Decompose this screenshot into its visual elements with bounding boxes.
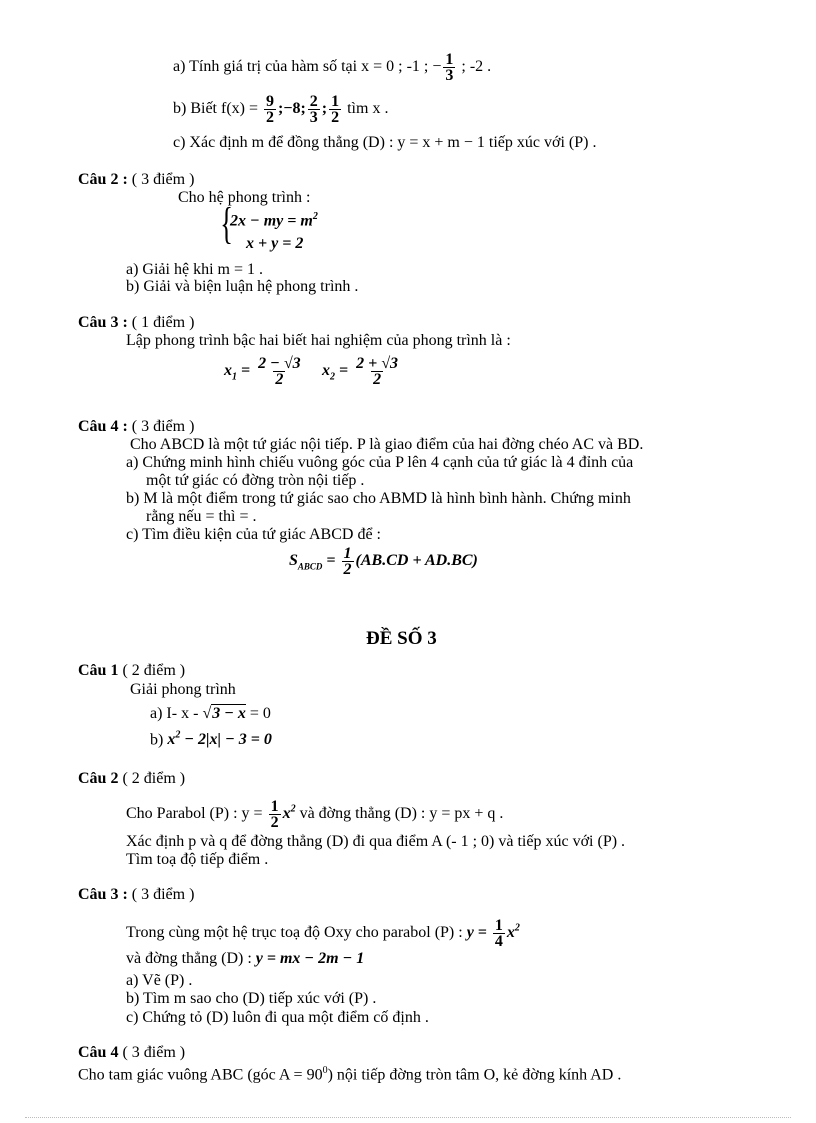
item-3b-b: b) Tìm m sao cho (D) tiếp xúc với (P) .	[126, 990, 377, 1007]
item-1a: a) Tính giá trị của hàm số tại x = 0 ; -1 ; − $\frac{1}{3}$ ; -2 .	[173, 51, 492, 84]
item-2b-line3: Tìm toạ độ tiếp điểm .	[126, 851, 269, 868]
parabol-line: Cho Parabol (P) : y = $\frac{1}{2}$ $x^2$ và đờng thẳng (D) : y = px + q .	[126, 798, 504, 831]
question-heading: Câu 3 : ( 1 điểm )	[78, 314, 195, 331]
item-2a: a) Giải hệ khi m = 1 .	[126, 261, 263, 278]
item-4a-line2: một tứ giác có đờng tròn nội tiếp .	[146, 472, 365, 489]
question-intro: Cho ABCD là một tứ giác nội tiếp. P là giao điểm của hai đờng chéo AC và BD.	[130, 436, 644, 453]
question-intro: Cho hệ phong trình :	[178, 189, 311, 206]
item-2b-line2: Xác định p và q để đờng thẳng (D) đi qua điểm A (- 1 ; 0) và tiếp xúc với (P) .	[126, 833, 626, 850]
question-heading: Câu 1 ( 2 điểm )	[78, 662, 186, 679]
system-brace: {	[220, 199, 233, 248]
question-intro: Lập phong trình bậc hai biết hai nghiệm của phong trình là :	[126, 332, 511, 349]
question-intro: Giải phong trình	[130, 681, 236, 698]
item-4b-line1: b) M là một điểm trong tứ giác sao cho ABMD là hình bình hành. Chứng minh	[126, 490, 631, 507]
section-title: ĐỀ SỐ 3	[366, 628, 437, 649]
item-2b: b) Giải và biện luận hệ phong trình .	[126, 278, 359, 295]
question-heading: Câu 3 : ( 3 điểm )	[78, 886, 195, 903]
root-x1: $x_1$ = $\frac{2 - √3}{2}$	[224, 355, 301, 388]
system-eq2: x + y = 2	[246, 235, 304, 252]
item-4a-line1: a) Chứng minh hình chiếu vuông góc của P lên 4 cạnh của tứ giác là 4 đỉnh của	[126, 454, 634, 471]
item-4b-intro: Cho tam giác vuông ABC (góc $A = 90^0$) nội tiếp đờng tròn tâm O, kẻ đờng kính AD .	[78, 1065, 622, 1084]
line-d: và đờng thẳng (D) : y = mx − 2m − 1	[126, 950, 365, 967]
page-bottom-divider	[25, 1117, 791, 1118]
question-heading: Câu 2 : ( 3 điểm )	[78, 171, 195, 188]
item-4c: c) Tìm điều kiện của tứ giác ABCD để :	[126, 526, 381, 543]
item-1b-eq: b) $x^2 - 2|x| - 3 = 0$	[150, 730, 272, 749]
item-4b-line2: rằng nếu = thì = .	[146, 508, 257, 525]
question-heading: Câu 4 ( 3 điểm )	[78, 1044, 186, 1061]
question-heading: Câu 4 : ( 3 điểm )	[78, 418, 195, 435]
item-1b: b) Biết f(x) = $\frac{9}{2}$ ;−8; $\frac{2}{3}$ ; $\frac{1}{2}$ tìm x .	[173, 93, 389, 126]
item-1a-eq: a) I- x - √3 − x = 0	[150, 705, 271, 722]
item-3b-a: a) Vẽ (P) .	[126, 972, 193, 989]
question-heading: Câu 2 ( 2 điểm )	[78, 770, 186, 787]
area-formula: $S_{ABCD}$ = $\frac{1}{2}$ (AB.CD + AD.BC)	[289, 545, 478, 578]
parabol-3-line: Trong cùng một hệ trục toạ độ Oxy cho parabol (P) : y = $\frac{1}{4}$ $x^2$	[126, 917, 520, 950]
item-3b-c: c) Chứng tỏ (D) luôn đi qua một điểm cố định .	[126, 1009, 429, 1026]
system-eq1: 2x − my = $m^2$	[230, 211, 318, 230]
root-x2: $x_2$ = $\frac{2 + √3}{2}$	[322, 355, 399, 388]
item-1c: c) Xác định m để đồng thẳng (D) : y = x + m − 1 tiếp xúc với (P) .	[173, 134, 597, 151]
